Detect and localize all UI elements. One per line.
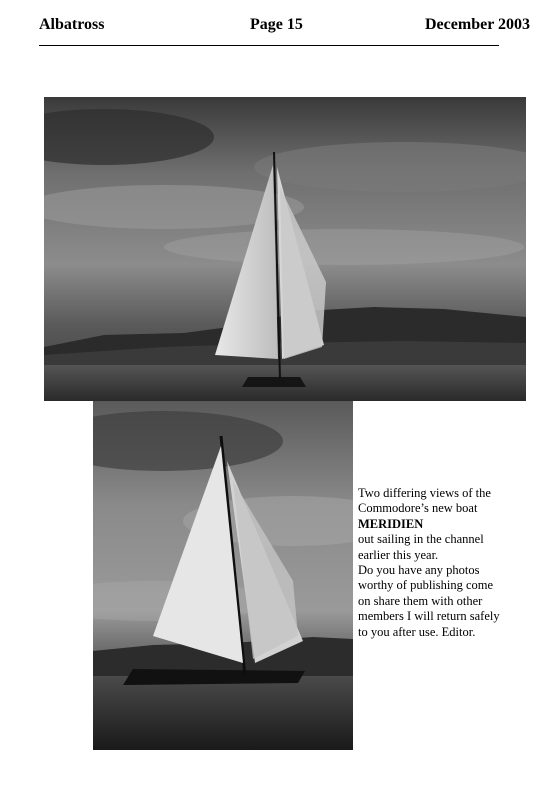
photo-caption: [358, 486, 538, 640]
header-rule: [39, 45, 499, 46]
caption-line: Two differing views of the: [358, 486, 491, 500]
yacht-photo-wide: [44, 97, 526, 401]
page-number: Page 15: [250, 16, 303, 33]
caption-line: members I will return safely: [358, 609, 500, 624]
boat-name: MERIDIEN: [358, 516, 424, 531]
issue-date: December 2003: [425, 16, 530, 33]
caption-line: earlier this year.: [358, 547, 439, 562]
caption-line: out sailing in the channel: [358, 532, 484, 547]
caption-line: on share them with other: [358, 593, 483, 608]
caption-line: Do you have any photos: [358, 563, 480, 578]
caption-line: worthy of publishing come: [358, 578, 494, 593]
caption-line: Commodore’s new boat: [358, 501, 478, 516]
caption-line: to you after use. Editor.: [358, 624, 476, 639]
yacht-photo-close: [93, 401, 353, 750]
newsletter-title: Albatross: [39, 16, 105, 33]
